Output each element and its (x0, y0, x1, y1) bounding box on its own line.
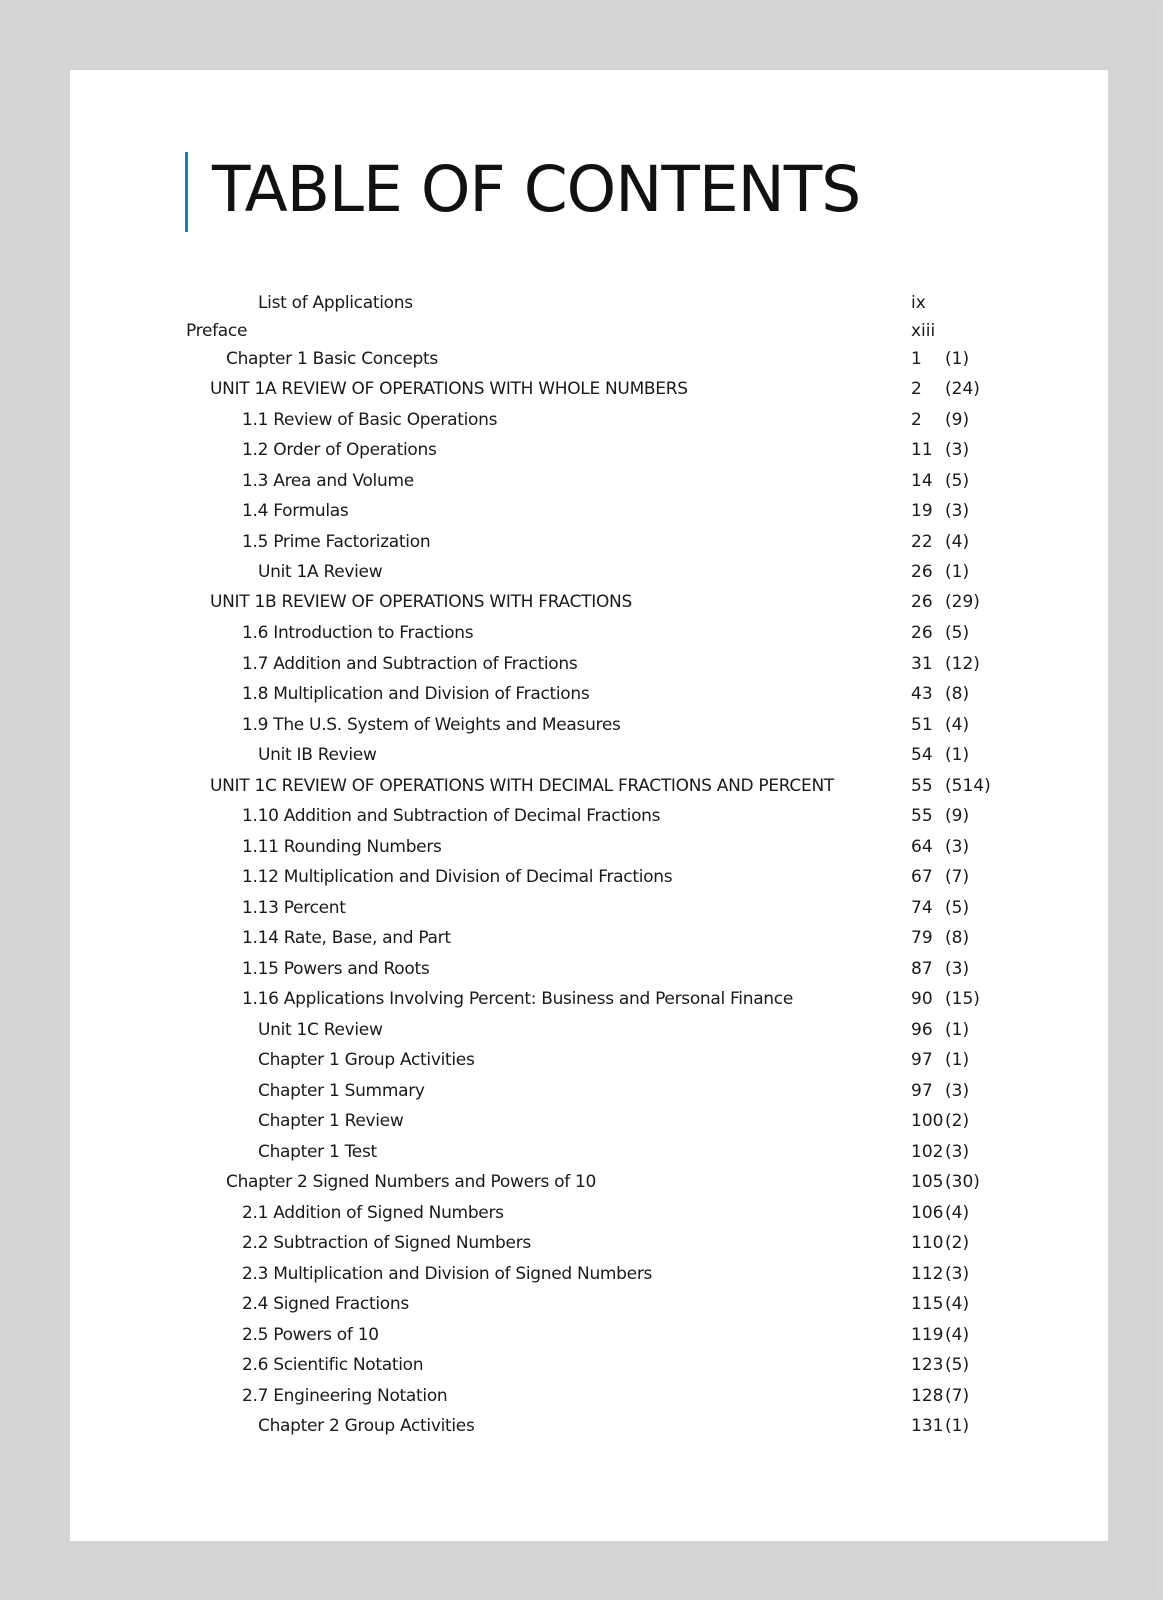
toc-entry-page-count: (514) (945, 776, 991, 796)
toc-entry[interactable] (70, 619, 1108, 647)
toc-entry-page-number: xiii (911, 321, 936, 341)
toc-entry[interactable] (70, 317, 1108, 345)
toc-entry-label: 1.15 Powers and Roots (242, 959, 430, 979)
toc-entry-label: 1.6 Introduction to Fractions (242, 623, 474, 643)
toc-entry-label: UNIT 1B REVIEW OF OPERATIONS WITH FRACTIONS (210, 592, 632, 612)
toc-entry[interactable] (70, 1016, 1108, 1044)
toc-entry-page-number: 74 (911, 898, 933, 918)
document-page (70, 70, 1108, 1541)
toc-entry[interactable] (70, 1077, 1108, 1105)
toc-entry-page-number: 22 (911, 532, 933, 552)
toc-entry-page-count: (1) (945, 1416, 970, 1436)
toc-entry-page-number: 131 (911, 1416, 944, 1436)
toc-entry[interactable] (70, 1382, 1108, 1410)
toc-entry-page-count: (3) (945, 959, 970, 979)
toc-entry[interactable] (70, 924, 1108, 952)
toc-entry-page-number: 11 (911, 440, 933, 460)
toc-entry-page-number: 26 (911, 592, 933, 612)
toc-entry[interactable] (70, 1260, 1108, 1288)
toc-entry-page-count: (8) (945, 684, 970, 704)
toc-entry-page-count: (1) (945, 1050, 970, 1070)
toc-entry-page-count: (3) (945, 1264, 970, 1284)
toc-entry-page-count: (30) (945, 1172, 980, 1192)
toc-entry-page-number: 90 (911, 989, 933, 1009)
toc-entry-page-number: 96 (911, 1020, 933, 1040)
toc-entry-label: 2.7 Engineering Notation (242, 1386, 448, 1406)
toc-entry-page-number: 87 (911, 959, 933, 979)
toc-entry-label: 1.4 Formulas (242, 501, 349, 521)
toc-entry-label: 1.12 Multiplication and Division of Decimal Fractions (242, 867, 673, 887)
toc-entry[interactable] (70, 436, 1108, 464)
toc-entry-page-number: 97 (911, 1081, 933, 1101)
page-title: TABLE OF CONTENTS (212, 153, 861, 226)
toc-entry-page-number: 110 (911, 1233, 944, 1253)
toc-entry-page-count: (2) (945, 1111, 970, 1131)
toc-entry-page-count: (3) (945, 837, 970, 857)
toc-entry[interactable] (70, 375, 1108, 403)
toc-entry-page-number: 67 (911, 867, 933, 887)
toc-entry-page-number: 55 (911, 806, 933, 826)
toc-entry-label: Chapter 1 Group Activities (258, 1050, 475, 1070)
toc-entry-page-count: (12) (945, 654, 980, 674)
toc-entry[interactable] (70, 558, 1108, 586)
toc-entry-page-number: 128 (911, 1386, 944, 1406)
toc-entry-page-count: (1) (945, 349, 970, 369)
toc-entry-page-count: (5) (945, 1355, 970, 1375)
toc-entry[interactable] (70, 833, 1108, 861)
toc-entry[interactable] (70, 985, 1108, 1013)
toc-entry-page-number: 54 (911, 745, 933, 765)
toc-entry[interactable] (70, 1321, 1108, 1349)
toc-entry[interactable] (70, 345, 1108, 373)
toc-entry-page-count: (24) (945, 379, 980, 399)
toc-entry-page-number: 106 (911, 1203, 944, 1223)
toc-entry[interactable] (70, 741, 1108, 769)
toc-entry-page-number: 105 (911, 1172, 944, 1192)
toc-entry-label: Chapter 1 Basic Concepts (226, 349, 438, 369)
toc-entry-label: 2.6 Scientific Notation (242, 1355, 424, 1375)
toc-entry-page-number: 100 (911, 1111, 944, 1131)
toc-entry-page-count: (8) (945, 928, 970, 948)
toc-entry-page-number: 115 (911, 1294, 944, 1314)
toc-entry-page-number: 55 (911, 776, 933, 796)
toc-entry-label: 1.14 Rate, Base, and Part (242, 928, 451, 948)
toc-entry-label: List of Applications (258, 293, 413, 313)
toc-entry-page-number: 79 (911, 928, 933, 948)
toc-entry-label: 2.1 Addition of Signed Numbers (242, 1203, 504, 1223)
toc-entry-page-count: (3) (945, 440, 970, 460)
toc-entry-label: Chapter 1 Review (258, 1111, 404, 1131)
toc-entry-label: 1.10 Addition and Subtraction of Decimal Fractions (242, 806, 661, 826)
toc-entry-label: 1.5 Prime Factorization (242, 532, 431, 552)
toc-entry-label: 2.2 Subtraction of Signed Numbers (242, 1233, 531, 1253)
toc-entry-label: UNIT 1C REVIEW OF OPERATIONS WITH DECIMAL FRACTIONS AND PERCENT (210, 776, 834, 796)
toc-entry[interactable] (70, 1229, 1108, 1257)
toc-entry[interactable] (70, 650, 1108, 678)
toc-entry-page-number: 1 (911, 349, 922, 369)
toc-entry[interactable] (70, 1412, 1108, 1440)
toc-entry-page-count: (4) (945, 715, 970, 735)
toc-entry-label: Chapter 1 Test (258, 1142, 377, 1162)
toc-entry-page-count: (5) (945, 471, 970, 491)
toc-entry-page-count: (4) (945, 1294, 970, 1314)
toc-entry-label: Chapter 2 Signed Numbers and Powers of 10 (226, 1172, 597, 1192)
toc-entry-page-count: (1) (945, 562, 970, 582)
toc-entry-page-count: (4) (945, 1325, 970, 1345)
toc-entry[interactable] (70, 289, 1108, 317)
toc-entry-page-count: (4) (945, 1203, 970, 1223)
toc-entry-label: 1.13 Percent (242, 898, 346, 918)
toc-entry-page-number: 26 (911, 623, 933, 643)
toc-entry[interactable] (70, 497, 1108, 525)
toc-entry-page-number: 97 (911, 1050, 933, 1070)
toc-entry[interactable] (70, 1168, 1108, 1196)
toc-entry[interactable] (70, 680, 1108, 708)
toc-entry-page-number: 119 (911, 1325, 944, 1345)
toc-entry-label: Chapter 1 Summary (258, 1081, 425, 1101)
toc-entry-label: 1.16 Applications Involving Percent: Business and Personal Finance (242, 989, 793, 1009)
toc-entry[interactable] (70, 1046, 1108, 1074)
toc-entry-page-number: ix (911, 293, 926, 313)
toc-entry[interactable] (70, 802, 1108, 830)
toc-entry[interactable] (70, 1351, 1108, 1379)
toc-entry-page-number: 51 (911, 715, 933, 735)
toc-entry-page-count: (5) (945, 898, 970, 918)
toc-entry-page-count: (15) (945, 989, 980, 1009)
toc-entry-label: 2.5 Powers of 10 (242, 1325, 379, 1345)
toc-entry[interactable] (70, 894, 1108, 922)
toc-entry-label: 1.1 Review of Basic Operations (242, 410, 498, 430)
toc-entry-label: 1.8 Multiplication and Division of Fractions (242, 684, 590, 704)
toc-entry[interactable] (70, 467, 1108, 495)
toc-entry-page-count: (3) (945, 501, 970, 521)
toc-entry-page-count: (1) (945, 745, 970, 765)
toc-entry-label: 1.3 Area and Volume (242, 471, 414, 491)
toc-entry[interactable] (70, 772, 1108, 800)
toc-entry-label: Unit 1A Review (258, 562, 383, 582)
toc-entry-page-count: (2) (945, 1233, 970, 1253)
toc-entry[interactable] (70, 955, 1108, 983)
toc-entry-label: 2.3 Multiplication and Division of Signed Numbers (242, 1264, 653, 1284)
document-frame (6, 6, 1157, 1594)
toc-entry-page-number: 2 (911, 410, 922, 430)
toc-entry-page-count: (7) (945, 867, 970, 887)
toc-entry-label: 1.7 Addition and Subtraction of Fractions (242, 654, 578, 674)
toc-entry-page-number: 43 (911, 684, 933, 704)
toc-entry-label: Preface (186, 321, 248, 341)
toc-entry[interactable] (70, 863, 1108, 891)
toc-entry-page-count: (29) (945, 592, 980, 612)
toc-entry-page-count: (3) (945, 1081, 970, 1101)
toc-entry-page-count: (9) (945, 806, 970, 826)
toc-entry-label: Unit IB Review (258, 745, 377, 765)
toc-entry-page-number: 123 (911, 1355, 944, 1375)
toc-entry-page-number: 26 (911, 562, 933, 582)
toc-entry[interactable] (70, 1138, 1108, 1166)
toc-entry-page-number: 112 (911, 1264, 944, 1284)
toc-entry[interactable] (70, 528, 1108, 556)
toc-entry[interactable] (70, 711, 1108, 739)
toc-entry-page-count: (1) (945, 1020, 970, 1040)
toc-entry-page-number: 31 (911, 654, 933, 674)
toc-entry-page-number: 2 (911, 379, 922, 399)
toc-entry-page-count: (3) (945, 1142, 970, 1162)
table-of-contents (70, 70, 1108, 1541)
toc-entry-label: UNIT 1A REVIEW OF OPERATIONS WITH WHOLE NUMBERS (210, 379, 688, 399)
toc-entry[interactable] (70, 1107, 1108, 1135)
toc-entry-page-number: 64 (911, 837, 933, 857)
toc-entry[interactable] (70, 1290, 1108, 1318)
toc-entry-label: 1.11 Rounding Numbers (242, 837, 442, 857)
toc-entry-page-number: 19 (911, 501, 933, 521)
toc-entry-label: 1.9 The U.S. System of Weights and Measures (242, 715, 621, 735)
toc-entry-label: Chapter 2 Group Activities (258, 1416, 475, 1436)
toc-entry-page-count: (5) (945, 623, 970, 643)
toc-entry-label: Unit 1C Review (258, 1020, 383, 1040)
toc-entry-page-count: (4) (945, 532, 970, 552)
toc-entry[interactable] (70, 588, 1108, 616)
toc-entry-page-count: (9) (945, 410, 970, 430)
toc-entry-page-number: 14 (911, 471, 933, 491)
toc-entry-page-count: (7) (945, 1386, 970, 1406)
toc-entry-label: 2.4 Signed Fractions (242, 1294, 409, 1314)
toc-entry[interactable] (70, 1199, 1108, 1227)
toc-entry-page-number: 102 (911, 1142, 944, 1162)
toc-entry[interactable] (70, 406, 1108, 434)
toc-entry-label: 1.2 Order of Operations (242, 440, 437, 460)
